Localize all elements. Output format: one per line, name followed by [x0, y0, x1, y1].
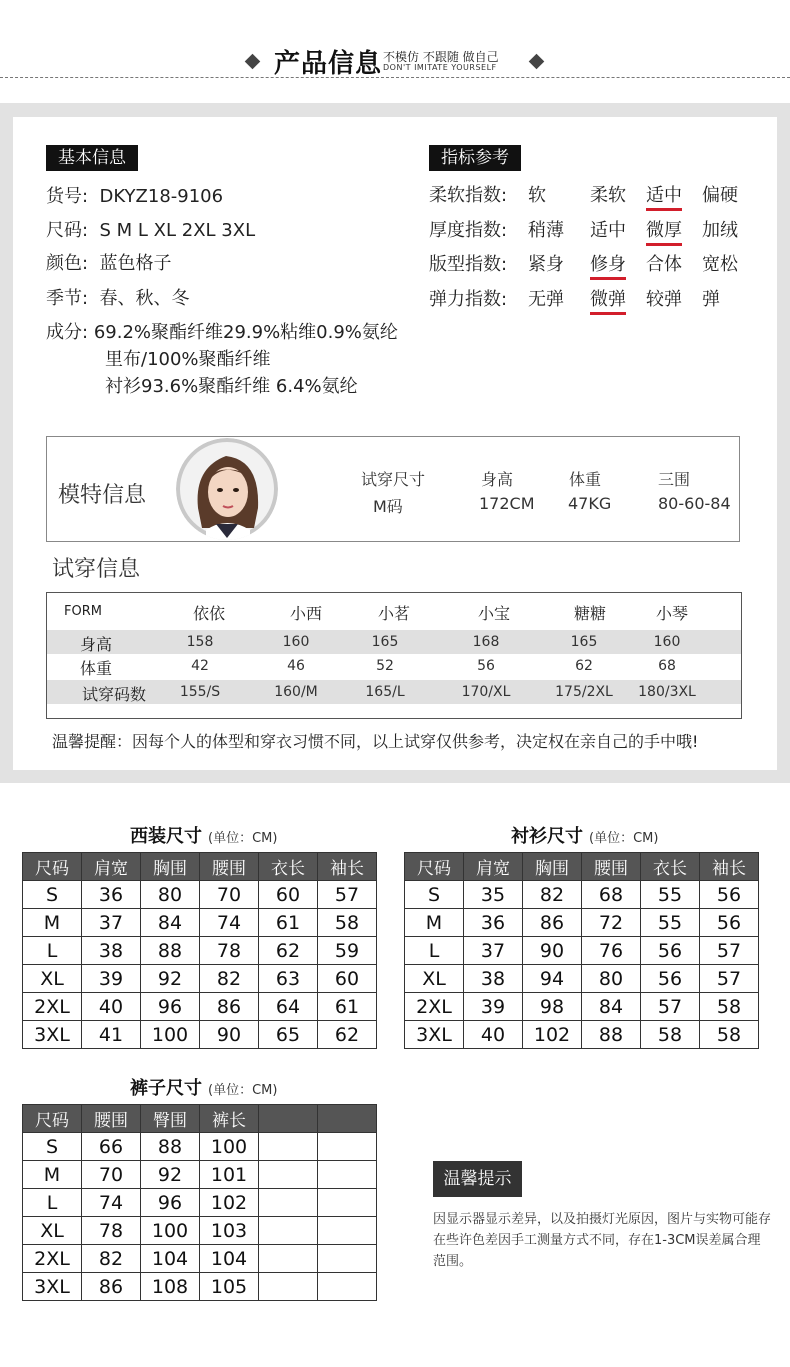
table-row	[23, 937, 377, 965]
table-cell: 100	[141, 1021, 200, 1049]
table-cell: 86	[523, 909, 582, 937]
model-measure-value: 80-60-84	[658, 494, 731, 513]
model-height-value: 172CM	[479, 494, 535, 513]
table-cell: 60	[259, 881, 318, 909]
table-cell: S	[23, 881, 82, 909]
table-cell: 90	[523, 937, 582, 965]
table-cell: 86	[82, 1273, 141, 1301]
header-cell: 袖长	[318, 853, 377, 881]
table-row	[405, 937, 759, 965]
table-cell: 78	[82, 1217, 141, 1245]
model-size-label: 试穿尺寸	[361, 470, 426, 489]
left-diamond-icon	[245, 54, 261, 70]
header-cell: 尺码	[23, 853, 82, 881]
pants-size-table	[22, 1104, 377, 1301]
table-row	[23, 881, 377, 909]
table-row	[405, 1021, 759, 1049]
info-label: 尺码:	[46, 220, 89, 241]
table-cell: 70	[82, 1161, 141, 1189]
table-cell: 39	[464, 993, 523, 1021]
info-row-color	[46, 249, 172, 275]
shirt-size-table	[404, 852, 759, 1049]
try-col-form: FORM	[64, 604, 102, 619]
try-col-name: 小琴	[655, 604, 688, 623]
table-cell: 90	[200, 1021, 259, 1049]
table-row	[23, 1161, 377, 1189]
header-cell: 胸围	[523, 853, 582, 881]
table-cell: 100	[141, 1217, 200, 1245]
table-cell: 40	[464, 1021, 523, 1049]
info-value: DKYZ18-9106	[99, 186, 224, 207]
table-cell: 84	[582, 993, 641, 1021]
table-cell: M	[23, 909, 82, 937]
table-cell	[318, 1273, 377, 1301]
try-on-title: 试穿信息	[52, 557, 141, 582]
table-cell: 92	[141, 965, 200, 993]
try-cell: 160	[282, 634, 310, 650]
table-cell: 41	[82, 1021, 141, 1049]
info-value: 69.2%聚酯纤维29.9%粘维0.9%氨纶	[93, 322, 398, 343]
table-cell: M	[405, 909, 464, 937]
info-label: 货号:	[46, 186, 89, 207]
info-value: 春、秋、冬	[99, 288, 190, 309]
table-row	[405, 993, 759, 1021]
table-cell: 88	[141, 1133, 200, 1161]
table-cell: 98	[523, 993, 582, 1021]
table-cell: 102	[523, 1021, 582, 1049]
table-cell: 84	[141, 909, 200, 937]
table-cell: 104	[200, 1245, 259, 1273]
table-row	[23, 993, 377, 1021]
slogan-en: DON'T IMITATE YOURSELF	[383, 63, 497, 72]
model-weight-value: 47KG	[568, 494, 612, 513]
table-cell: 101	[200, 1161, 259, 1189]
try-col-name: 糖糖	[573, 604, 606, 623]
table-row	[23, 1217, 377, 1245]
suit-table-title	[130, 822, 277, 848]
table-row	[23, 1133, 377, 1161]
table-cell: 108	[141, 1273, 200, 1301]
table-cell: 65	[259, 1021, 318, 1049]
table-cell: 35	[464, 881, 523, 909]
table-cell: 37	[464, 937, 523, 965]
table-cell: 94	[523, 965, 582, 993]
table-cell: 60	[318, 965, 377, 993]
table-cell: 76	[582, 937, 641, 965]
table-cell: 66	[82, 1133, 141, 1161]
header-cell: 衣长	[641, 853, 700, 881]
warm-tip-text: 因显示器显示差异，以及拍摄灯光原因，图片与实物可能存在些许色差因手工测量方式不同，存在1-3CM误差属合理范围。	[433, 1212, 772, 1269]
header-cell: 胸围	[141, 853, 200, 881]
pants-unit: (单位：CM)	[208, 1083, 278, 1098]
info-row-sku	[46, 182, 223, 208]
model-measure-label: 三围	[658, 470, 691, 489]
composition-lining: 里布/100%聚酯纤维	[105, 349, 271, 370]
indicator-label: 弹力指数:	[429, 289, 508, 310]
try-col-name: 小宝	[477, 604, 510, 623]
table-cell: 96	[141, 993, 200, 1021]
table-cell: 2XL	[405, 993, 464, 1021]
header-cell: 臀围	[141, 1105, 200, 1133]
try-cell: 52	[376, 658, 394, 674]
try-row-label: 身高	[79, 635, 112, 654]
model-info-title: 模特信息	[58, 483, 147, 508]
table-cell: 61	[259, 909, 318, 937]
table-cell	[259, 1245, 318, 1273]
model-size-value: M码	[373, 497, 403, 516]
table-cell: 58	[318, 909, 377, 937]
indicator-label: 厚度指数:	[429, 220, 508, 241]
try-cell: 160/M	[274, 684, 318, 700]
info-label: 颜色:	[46, 253, 89, 274]
table-row	[23, 909, 377, 937]
table-cell	[259, 1217, 318, 1245]
table-cell: 55	[641, 881, 700, 909]
indicator-option: 稍薄	[528, 220, 564, 241]
pants-title-text: 裤子尺寸	[130, 1078, 202, 1099]
indicator-label: 柔软指数:	[429, 185, 508, 206]
info-row-season	[46, 284, 190, 310]
table-cell: 64	[259, 993, 318, 1021]
table-cell: XL	[405, 965, 464, 993]
table-cell: 70	[200, 881, 259, 909]
table-row	[23, 965, 377, 993]
table-cell	[318, 1133, 377, 1161]
model-height-label: 身高	[481, 470, 514, 489]
indicator-option: 无弹	[528, 289, 564, 310]
table-cell: 82	[200, 965, 259, 993]
table-cell: 58	[700, 993, 759, 1021]
table-cell: 68	[582, 881, 641, 909]
table-cell: 88	[141, 937, 200, 965]
shirt-table-title	[511, 822, 658, 848]
shirt-unit: (单位：CM)	[589, 831, 659, 846]
info-row-size	[46, 216, 255, 242]
table-cell: 103	[200, 1217, 259, 1245]
indicator-label: 版型指数:	[429, 254, 508, 275]
table-cell: 80	[141, 881, 200, 909]
table-cell: 96	[141, 1189, 200, 1217]
try-cell: 68	[658, 658, 676, 674]
try-cell: 170/XL	[461, 684, 511, 700]
table-cell: 3XL	[405, 1021, 464, 1049]
info-row-composition	[46, 318, 398, 344]
table-cell	[259, 1273, 318, 1301]
right-diamond-icon	[529, 54, 545, 70]
header-cell: 腰围	[582, 853, 641, 881]
table-cell: 82	[523, 881, 582, 909]
indicator-option: 柔软	[590, 185, 626, 206]
try-cell: 42	[191, 658, 209, 674]
table-cell: S	[405, 881, 464, 909]
info-label: 季节:	[46, 288, 89, 309]
table-cell: 58	[641, 1021, 700, 1049]
header-cell: 肩宽	[464, 853, 523, 881]
table-cell: 105	[200, 1273, 259, 1301]
info-label: 成分:	[46, 322, 89, 343]
indicator-option: 合体	[646, 254, 682, 275]
table-cell: 3XL	[23, 1273, 82, 1301]
try-cell: 165	[570, 634, 598, 650]
table-cell: 38	[82, 937, 141, 965]
basic-info-tag: 基本信息	[46, 145, 138, 171]
table-row	[23, 1021, 377, 1049]
table-cell: XL	[23, 965, 82, 993]
try-row-label: 试穿码数	[82, 685, 147, 704]
table-cell: XL	[23, 1217, 82, 1245]
table-cell: 37	[82, 909, 141, 937]
suit-size-table	[22, 852, 377, 1049]
table-cell	[259, 1161, 318, 1189]
indicators-tag: 指标参考	[429, 145, 521, 171]
table-cell: 57	[700, 965, 759, 993]
header-cell: 腰围	[82, 1105, 141, 1133]
try-cell: 180/3XL	[638, 684, 696, 700]
try-cell: 62	[575, 658, 593, 674]
try-col-name: 小西	[289, 604, 322, 623]
header-cell: 肩宽	[82, 853, 141, 881]
table-cell: 56	[641, 965, 700, 993]
table-header-row	[405, 853, 759, 881]
table-cell: 62	[259, 937, 318, 965]
indicator-option: 软	[528, 185, 546, 206]
table-cell: L	[23, 937, 82, 965]
table-cell: 63	[259, 965, 318, 993]
table-cell: 36	[464, 909, 523, 937]
table-cell: S	[23, 1133, 82, 1161]
table-row	[405, 881, 759, 909]
try-cell: 165/L	[365, 684, 405, 700]
header-cell	[318, 1105, 377, 1133]
table-cell: 36	[82, 881, 141, 909]
try-cell: 46	[287, 658, 305, 674]
table-cell: 2XL	[23, 1245, 82, 1273]
indicator-option: 较弹	[646, 289, 682, 310]
header-cell: 裤长	[200, 1105, 259, 1133]
header-cell: 尺码	[23, 1105, 82, 1133]
table-cell: 102	[200, 1189, 259, 1217]
slogan-cn: 不模仿 不跟随 做自己	[383, 50, 499, 64]
table-cell: L	[405, 937, 464, 965]
table-cell: M	[23, 1161, 82, 1189]
table-cell: 80	[582, 965, 641, 993]
table-cell: 58	[700, 1021, 759, 1049]
suit-unit: (单位：CM)	[208, 831, 278, 846]
indicator-option: 加绒	[702, 220, 738, 241]
table-cell: 82	[82, 1245, 141, 1273]
table-cell	[318, 1189, 377, 1217]
try-cell: 175/2XL	[555, 684, 613, 700]
table-cell: 86	[200, 993, 259, 1021]
table-cell	[318, 1217, 377, 1245]
table-cell	[259, 1133, 318, 1161]
table-cell	[318, 1161, 377, 1189]
table-header-row	[23, 1105, 377, 1133]
table-row	[23, 1245, 377, 1273]
table-cell: 61	[318, 993, 377, 1021]
indicator-option: 宽松	[702, 254, 738, 275]
table-cell: 2XL	[23, 993, 82, 1021]
header-cell: 衣长	[259, 853, 318, 881]
section-title: 产品信息	[274, 49, 383, 79]
indicator-option-selected: 微厚	[646, 216, 682, 246]
table-cell: L	[23, 1189, 82, 1217]
table-cell: 56	[641, 937, 700, 965]
table-row	[405, 909, 759, 937]
model-avatar	[176, 438, 278, 540]
try-cell: 56	[477, 658, 495, 674]
try-on-reminder: 温馨提醒：因每个人的体型和穿衣习惯不同，以上试穿仅供参考，决定权在亲自己的手中哦!	[52, 732, 699, 751]
try-cell: 155/S	[179, 684, 221, 700]
table-cell: 55	[641, 909, 700, 937]
header-cell: 尺码	[405, 853, 464, 881]
table-cell: 3XL	[23, 1021, 82, 1049]
try-col-name: 小茗	[377, 604, 410, 623]
table-cell: 57	[318, 881, 377, 909]
table-header-row	[23, 853, 377, 881]
table-row	[405, 965, 759, 993]
table-cell: 74	[200, 909, 259, 937]
table-cell: 104	[141, 1245, 200, 1273]
info-value: S M L XL 2XL 3XL	[99, 220, 256, 241]
table-row	[23, 1189, 377, 1217]
info-value: 蓝色格子	[99, 253, 172, 274]
table-cell: 57	[700, 937, 759, 965]
table-cell: 56	[700, 881, 759, 909]
table-cell: 88	[582, 1021, 641, 1049]
table-cell	[259, 1189, 318, 1217]
try-cell: 165	[371, 634, 399, 650]
table-cell: 74	[82, 1189, 141, 1217]
table-cell: 59	[318, 937, 377, 965]
header-cell: 腰围	[200, 853, 259, 881]
indicator-option: 紧身	[528, 254, 564, 275]
table-row	[23, 1273, 377, 1301]
try-cell: 168	[472, 634, 500, 650]
table-cell: 62	[318, 1021, 377, 1049]
indicator-option: 弹	[702, 289, 720, 310]
indicator-option: 适中	[590, 220, 626, 241]
indicator-option: 偏硬	[702, 185, 738, 206]
table-cell	[318, 1245, 377, 1273]
try-cell: 160	[653, 634, 681, 650]
header-cell: 袖长	[700, 853, 759, 881]
table-cell: 40	[82, 993, 141, 1021]
header-divider	[0, 77, 790, 78]
warm-tip-tag: 温馨提示	[433, 1161, 522, 1197]
table-cell: 100	[200, 1133, 259, 1161]
composition-shirt: 衬衫93.6%聚酯纤维 6.4%氨纶	[105, 376, 358, 397]
table-cell: 38	[464, 965, 523, 993]
header-cell	[259, 1105, 318, 1133]
table-cell: 72	[582, 909, 641, 937]
model-weight-label: 体重	[569, 470, 602, 489]
try-row-label: 体重	[79, 659, 112, 678]
table-cell: 56	[700, 909, 759, 937]
table-cell: 39	[82, 965, 141, 993]
indicator-option-selected: 适中	[646, 181, 682, 211]
indicator-option-selected: 修身	[590, 250, 626, 280]
table-cell: 92	[141, 1161, 200, 1189]
pants-table-title	[130, 1074, 277, 1100]
indicator-option-selected: 微弹	[590, 285, 626, 315]
suit-title-text: 西装尺寸	[130, 826, 202, 847]
table-cell: 78	[200, 937, 259, 965]
shirt-title-text: 衬衫尺寸	[511, 826, 583, 847]
try-col-name: 依依	[192, 604, 225, 623]
try-cell: 158	[186, 634, 214, 650]
table-cell: 57	[641, 993, 700, 1021]
